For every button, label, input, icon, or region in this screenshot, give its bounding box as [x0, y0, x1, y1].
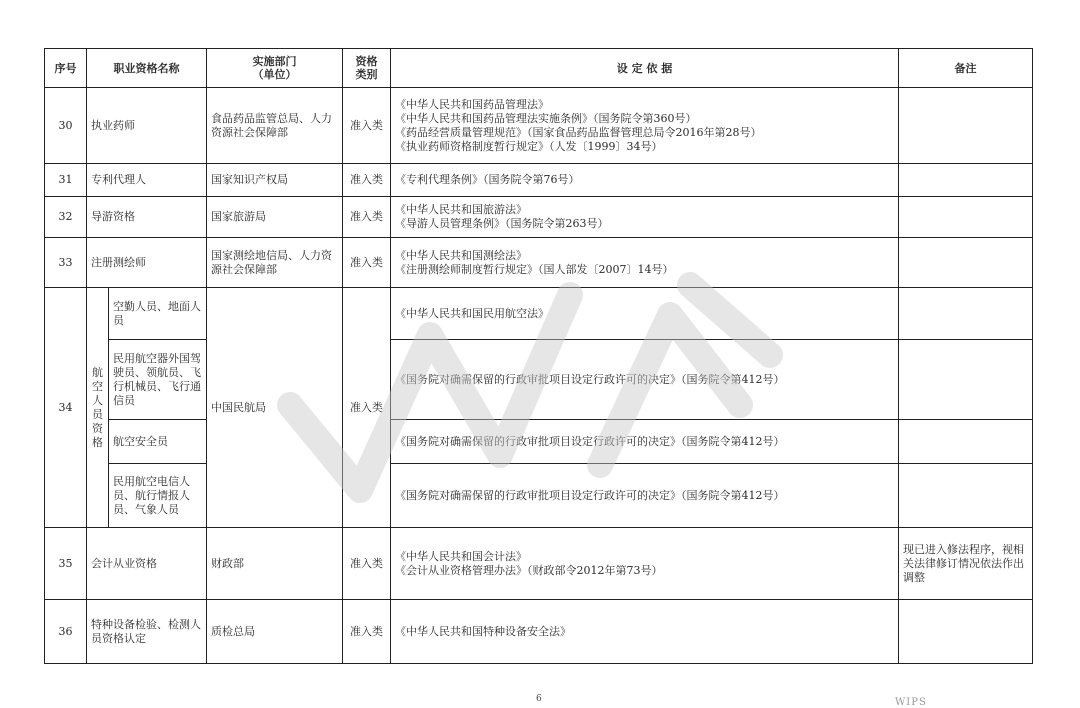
table-row [45, 420, 1033, 464]
legal-basis [391, 164, 899, 197]
group-name-text: 航空人员资格 [92, 365, 103, 449]
category: 准入类 [343, 528, 391, 600]
department: 国家知识产权局 [207, 164, 343, 197]
basis-line: 《中华人民共和国药品管理法实施条例》（国务院令第360号） [395, 111, 697, 125]
qualification-name: 会计从业资格 [87, 528, 207, 600]
qualification-name: 导游资格 [87, 197, 207, 238]
category: 准入类 [343, 600, 391, 664]
legal-basis [391, 340, 899, 420]
group-name [87, 288, 109, 528]
note [899, 197, 1033, 238]
qualification-name: 专利代理人 [87, 164, 207, 197]
category: 准入类 [343, 288, 391, 528]
note [899, 88, 1033, 164]
sub-qualification-name: 民用航空器外国驾驶员、领航员、飞行机械员、飞行通信员 [109, 340, 207, 420]
header-name: 职业资格名称 [87, 49, 207, 88]
category: 准入类 [343, 238, 391, 288]
header-no: 序号 [45, 49, 87, 88]
qualification-name: 执业药师 [87, 88, 207, 164]
legal-basis [391, 197, 899, 238]
legal-basis [391, 288, 899, 340]
department: 质检总局 [207, 600, 343, 664]
department: 食品药品监管总局、人力资源社会保障部 [207, 88, 343, 164]
note [899, 420, 1033, 464]
table-row [45, 464, 1033, 528]
department: 国家旅游局 [207, 197, 343, 238]
row-number: 31 [45, 164, 87, 197]
basis-line: 《中华人民共和国会计法》 [395, 549, 527, 563]
note [899, 600, 1033, 664]
sub-qualification-name: 空勤人员、地面人员 [109, 288, 207, 340]
legal-basis [391, 528, 899, 600]
department: 国家测绘地信局、人力资源社会保障部 [207, 238, 343, 288]
sub-qualification-name: 民用航空电信人员、航行情报人员、气象人员 [109, 464, 207, 528]
row-number: 32 [45, 197, 87, 238]
table-row [45, 340, 1033, 420]
header-note: 备注 [899, 49, 1033, 88]
table-header-row [45, 49, 1033, 88]
sub-qualification-name: 航空安全员 [109, 420, 207, 464]
basis-line: 《注册测绘师制度暂行规定》（国人部发〔2007〕14号） [395, 262, 674, 276]
legal-basis [391, 464, 899, 528]
basis-line: 《导游人员管理条例》（国务院令第263号） [395, 217, 609, 230]
basis-line: 《中华人民共和国民用航空法》 [395, 306, 549, 320]
header-dept [207, 49, 343, 88]
header-category-line1: 资格 [355, 55, 378, 68]
qualification-name: 注册测绘师 [87, 238, 207, 288]
note [899, 464, 1033, 528]
table-row [45, 288, 1033, 340]
qualification-name: 特种设备检验、检测人员资格认定 [87, 600, 207, 664]
row-number: 36 [45, 600, 87, 664]
header-category-line2: 类别 [355, 68, 378, 81]
table-row [45, 88, 1033, 164]
table-row [45, 164, 1033, 197]
note [899, 288, 1033, 340]
category: 准入类 [343, 197, 391, 238]
row-number: 34 [45, 288, 87, 528]
table-row [45, 528, 1033, 600]
legal-basis [391, 600, 899, 664]
basis-line: 《执业药师资格制度暂行规定》（人发〔1999〕34号） [395, 139, 663, 153]
basis-line: 《中华人民共和国测绘法》 [395, 248, 527, 262]
table-row [45, 600, 1033, 664]
basis-line: 《中华人民共和国药品管理法》 [395, 97, 549, 111]
note: 现已进入修法程序，视相关法律修订情况依法作出调整 [899, 528, 1033, 600]
header-dept-line2: （单位） [252, 68, 297, 81]
header-dept-line1: 实施部门 [252, 55, 297, 68]
category: 准入类 [343, 164, 391, 197]
note [899, 238, 1033, 288]
header-basis: 设 定 依 据 [391, 49, 899, 88]
table-row [45, 197, 1033, 238]
department: 财政部 [207, 528, 343, 600]
qualification-table [44, 48, 1033, 664]
note [899, 164, 1033, 197]
note [899, 340, 1033, 420]
basis-line: 《中华人民共和国特种设备安全法》 [395, 624, 571, 638]
table-row [45, 238, 1033, 288]
basis-line: 《会计从业资格管理办法》（财政部令2012年第73号） [395, 563, 663, 577]
department: 中国民航局 [207, 288, 343, 528]
legal-basis [391, 88, 899, 164]
basis-line: 《国务院对确需保留的行政审批项目设定行政许可的决定》（国务院令第412号） [395, 434, 785, 448]
legal-basis [391, 238, 899, 288]
basis-line: 《专利代理条例》（国务院令第76号） [395, 173, 580, 186]
basis-line: 《药品经营质量管理规范》（国家食品药品监督管理总局令2016年第28号） [395, 125, 762, 139]
header-category [343, 49, 391, 88]
corner-watermark-text: WIPS [895, 697, 927, 708]
qualification-table-container [44, 48, 1032, 664]
legal-basis [391, 420, 899, 464]
row-number: 35 [45, 528, 87, 600]
basis-line: 《中华人民共和国旅游法》 [395, 203, 527, 216]
page-number: 6 [536, 694, 542, 704]
row-number: 30 [45, 88, 87, 164]
basis-line: 《国务院对确需保留的行政审批项目设定行政许可的决定》（国务院令第412号） [395, 372, 785, 386]
row-number: 33 [45, 238, 87, 288]
category: 准入类 [343, 88, 391, 164]
basis-line: 《国务院对确需保留的行政审批项目设定行政许可的决定》（国务院令第412号） [395, 488, 785, 502]
